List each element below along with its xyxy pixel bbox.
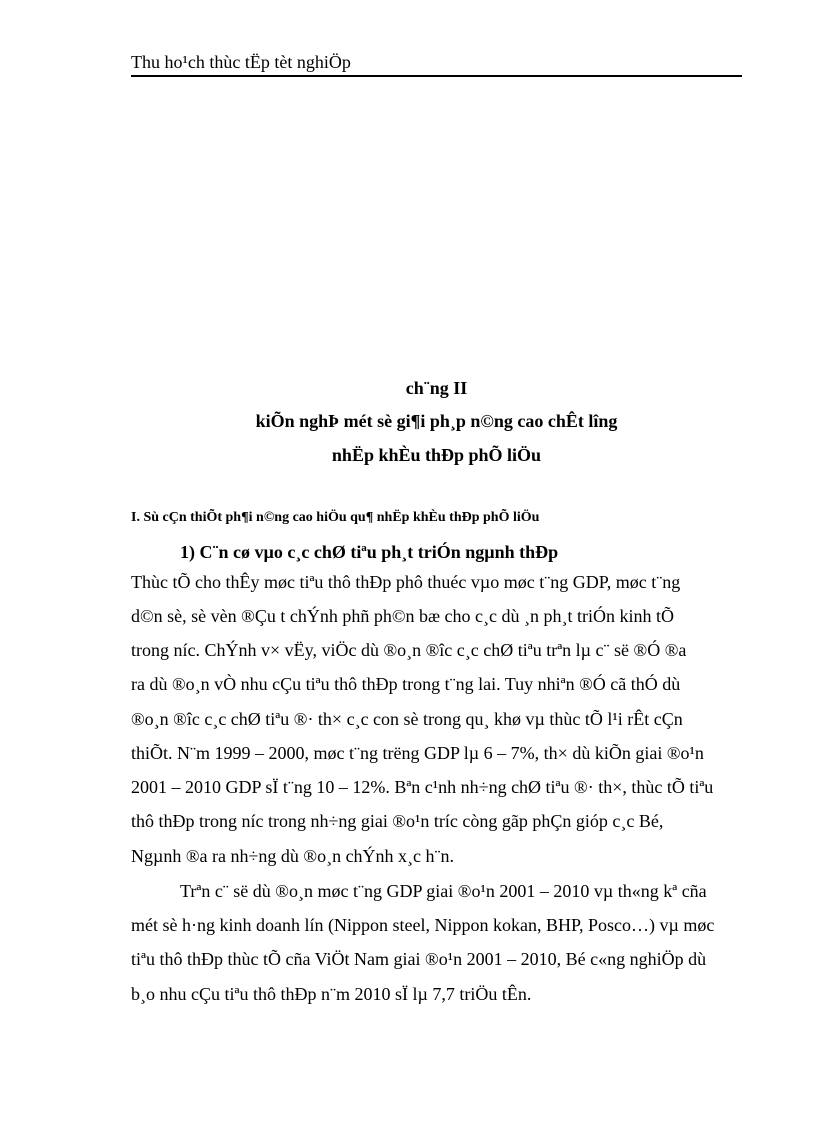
chapter-title-line-2: nhËp khÈu thÐp phÕ liÖu <box>331 445 542 465</box>
paragraph-line: thô thÐp trong níc trong nh÷ng giai ®o¹n tríc còng gãp phÇn gióp c¸c Bé, <box>131 811 664 831</box>
header-divider <box>131 75 742 77</box>
paragraph-line: 2001 – 2010 GDP sÏ t¨ng 10 – 12%. Bªn c¹nh nh÷ng chØ tiªu ®· th×, thùc tÕ tiªu <box>131 777 714 797</box>
paragraph-line: thiÕt. N¨m 1999 – 2000, møc t¨ng trëng GDP lµ 6 – 7%, th× dù kiÕn giai ®o¹n <box>131 743 704 763</box>
chapter-number: ch¨ng II <box>405 378 468 398</box>
paragraph-line: ra dù ®o¸n vÒ nhu cÇu tiªu thô thÐp trong t¨ng lai. Tuy nhiªn ®Ó cã thÓ dù <box>131 674 681 694</box>
paragraph-line: Thùc tÕ cho thÊy møc tiªu thô thÐp phô thuéc vµo møc t¨ng GDP, møc t¨ng <box>131 572 681 592</box>
paragraph-line: Ngµnh ®a ra nh÷ng dù ®o¸n chÝnh x¸c h¨n. <box>131 846 455 866</box>
paragraph-line: ®o¸n ®îc c¸c chØ tiªu ®· th× c¸c con sè trong qu¸ khø vµ thùc tÕ l¹i rÊt cÇn <box>131 709 683 729</box>
chapter-title-line-1: kiÕn nghÞ mét sè gi¶i ph¸p n©ng cao chÊt lîng <box>255 411 618 431</box>
running-header: Thu ho¹ch thùc tËp tèt nghiÖp <box>131 52 351 72</box>
section-heading: I. Sù cÇn thiÕt ph¶i n©ng cao hiÖu qu¶ nhËp khÈu thÐp phÕ liÖu <box>131 510 540 525</box>
paragraph-line: mét sè h·ng kinh doanh lín (Nippon steel, Nippon kokan, BHP, Posco…) vµ møc <box>131 915 715 935</box>
paragraph-line: d©n sè, sè vèn ®Çu t chÝnh phñ ph©n bæ cho c¸c dù ¸n ph¸t triÓn kinh tÕ <box>131 606 674 626</box>
subsection-heading: 1) C¨n cø vµo c¸c chØ tiªu ph¸t triÓn ngµnh thÐp <box>180 542 559 562</box>
paragraph-line: tiªu thô thÐp thùc tÕ cña ViÖt Nam giai ®o¹n 2001 – 2010, Bé c«ng nghiÖp dù <box>131 949 707 969</box>
paragraph-line: trong níc. ChÝnh v× vËy, viÖc dù ®o¸n ®îc c¸c chØ tiªu trªn lµ c¨ së ®Ó ®a <box>131 640 687 660</box>
paragraph-line: Trªn c¨ së dù ®o¸n møc t¨ng GDP giai ®o¹n 2001 – 2010 vµ th«ng kª cña <box>180 881 707 901</box>
paragraph-line: b¸o nhu cÇu tiªu thô thÐp n¨m 2010 sÏ lµ 7,7 triÖu tÊn. <box>131 984 532 1004</box>
